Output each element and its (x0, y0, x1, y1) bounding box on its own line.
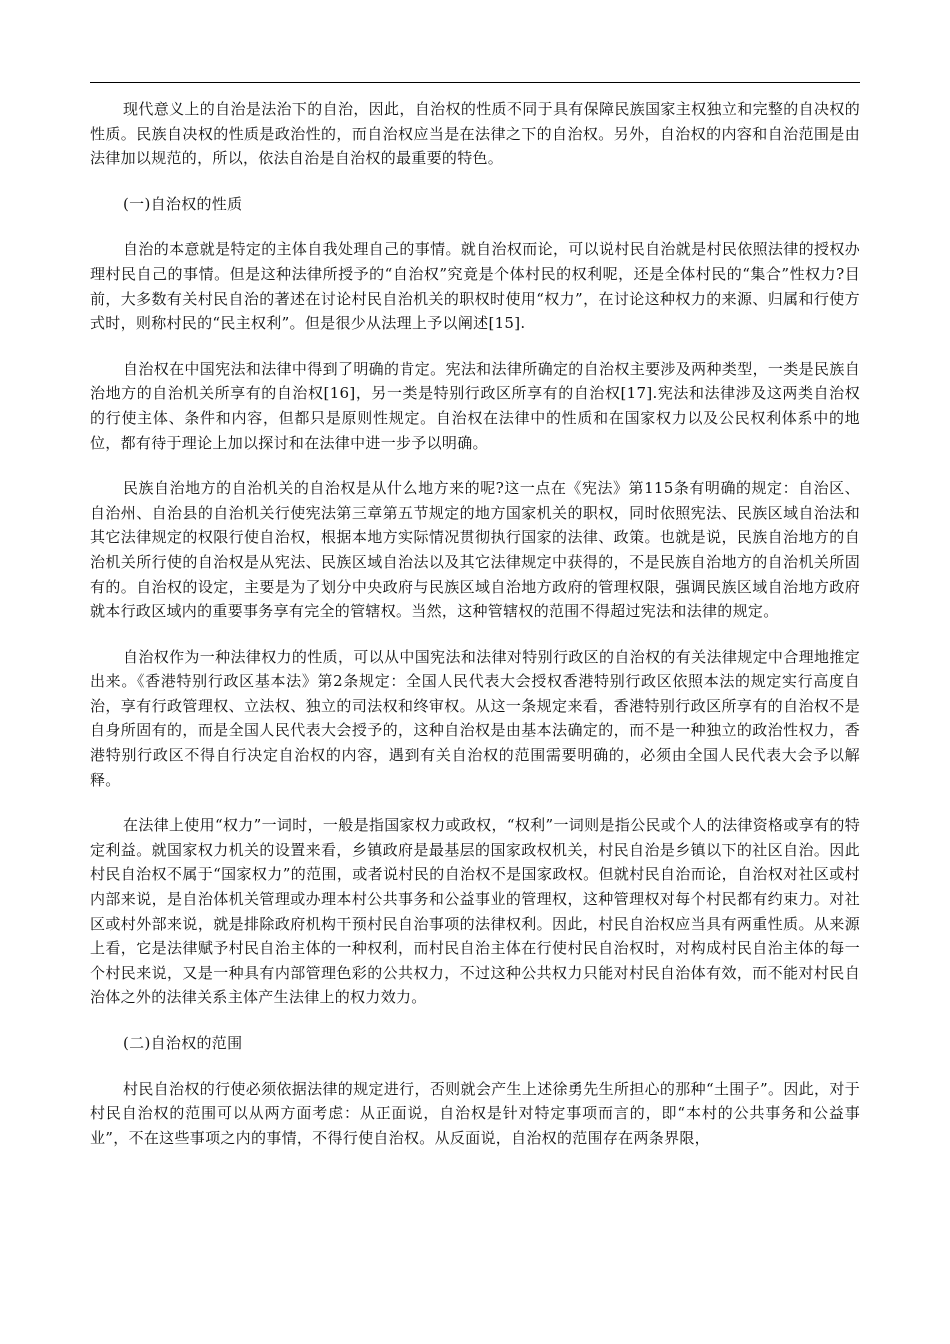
paragraph: 自治权在中国宪法和法律中得到了明确的肯定。宪法和法律所确定的自治权主要涉及两种类型，一类是民族自治地方的自治机关所享有的自治权[16]，另一类是特别行政区所享有的自治权[17].宪法和法律涉及这两类自治权的行使主体、条件和内容，但都只是原则性规定。自治权在法律中的性质和在国家权力以及公民权利体系中的地位，都有待于理论上加以探讨和在法律中进一步予以明确。 (90, 359, 860, 452)
paragraph: 村民自治权的行使必须依据法律的规定进行，否则就会产生上述徐勇先生所担心的那种“土围子”。因此，对于村民自治权的范围可以从两方面考虑：从正面说，自治权是针对特定事项而言的，即“本村的公共事务和公益事业”，不在这些事项之内的事情，不得行使自治权。从反面说，自治权的范围存在两条界限， (90, 1079, 860, 1147)
paragraph: 民族自治地方的自治机关的自治权是从什么地方来的呢?这一点在《宪法》第115条有明确的规定：自治区、自治州、自治县的自治机关行使宪法第三章第五节规定的地方国家机关的职权，同时依照宪法、民族区域自治法和其它法律规定的权限行使自治权，根据本地方实际情况贯彻执行国家的法律、政策。也就是说，民族自治地方的自治机关所行使的自治权是从宪法、民族区域自治法以及其它法律规定中获得的，不是民族自治地方的自治机关所固有的。自治权的设定，主要是为了划分中央政府与民族区域自治地方政府的管理权限，强调民族区域自治地方政府就本行政区域内的重要事务享有完全的管辖权。当然，这种管辖权的范围不得超过宪法和法律的规定。 (90, 479, 860, 621)
document-body (90, 97, 860, 1171)
header-rule (90, 82, 860, 83)
paragraph: 自治权作为一种法律权力的性质，可以从中国宪法和法律对特别行政区的自治权的有关法律规定中合理地推定出来。《香港特别行政区基本法》第2条规定：全国人民代表大会授权香港特别行政区依照本法的规定实行高度自治，享有行政管理权、立法权、独立的司法权和终审权。从这一条规定来看，香港特别行政区所享有的自治权不是自身所固有的，而是全国人民代表大会授予的，这种自治权是由基本法确定的，而不是一种独立的政治性权力，香港特别行政区不得自行决定自治权的内容，遇到有关自治权的范围需要明确的，必须由全国人民代表大会予以解释。 (90, 647, 860, 789)
section-heading-nature: (一)自治权的性质 (123, 194, 243, 213)
paragraph: 自治的本意就是特定的主体自我处理自己的事情。就自治权而论，可以说村民自治就是村民依照法律的授权办理村民自己的事情。但是这种法律所授予的“自治权”究竟是个体村民的权利呢，还是全体村民的“集合”性权力?目前，大多数有关村民自治的著述在讨论村民自治机关的职权时使用“权力”，在讨论这种权力的来源、归属和行使方式时，则称村民的“民主权利”。但是很少从法理上予以阐述[15]. (90, 240, 860, 333)
paragraph-intro: 现代意义上的自治是法治下的自治，因此，自治权的性质不同于具有保障民族国家主权独立和完整的自决权的性质。民族自决权的性质是政治性的，而自治权应当是在法律之下的自治权。另外，自治权的内容和自治范围是由法律加以规范的，所以，依法自治是自治权的最重要的特色。 (90, 100, 860, 168)
paragraph: 在法律上使用“权力”一词时，一般是指国家权力或政权，“权利”一词则是指公民或个人的法律资格或享有的特定利益。就国家权力机关的设置来看，乡镇政府是最基层的国家政权机关，村民自治是乡镇以下的社区自治。因此村民自治权不属于“国家权力”的范围，或者说村民的自治权不是国家政权。但就村民自治而论，自治权对社区或村内部来说，是自治体机关管理或办理本村公共事务和公益事业的管理权，这种管理权对每个村民都有约束力。对社区或村外部来说，就是排除政府机构干预村民自治事项的法律权利。因此，村民自治权应当具有两重性质。从来源上看，它是法律赋予村民自治主体的一种权利，而村民自治主体在行使村民自治权时，对构成村民自治主体的每一个村民来说，又是一种具有内部管理色彩的公共权力，不过这种公共权力只能对村民自治体有效，而不能对村民自治体之外的法律关系主体产生法律上的权力效力。 (90, 816, 860, 1007)
section-heading-scope: (二)自治权的范围 (123, 1034, 243, 1052)
